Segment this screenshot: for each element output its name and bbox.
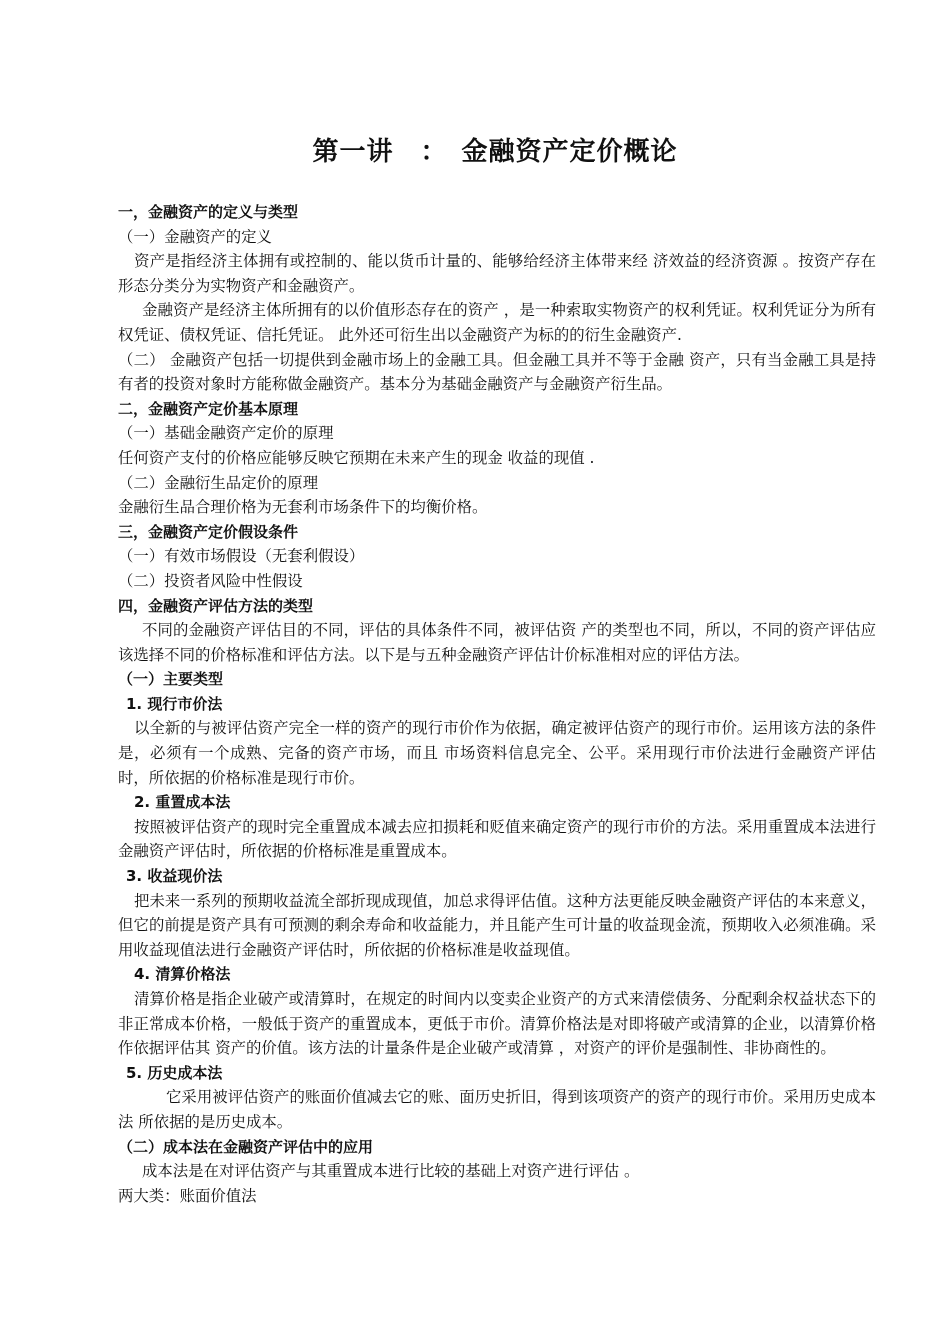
method-heading: 1. 现行市价法 [126,694,223,713]
body-paragraph: 按照被评估资产的现时完全重置成本减去应扣损耗和贬值来确定资产的现行市价的方法。采用重置成本法进行金融资产评估时，所依据的价格标准是重置成本。 [118,817,876,861]
body-paragraph: 任何资产支付的价格应能够反映它预期在未来产生的现金 收益的现值 . [118,448,595,467]
section-heading: 三，金融资产定价假设条件 [118,522,299,541]
body-paragraph: 以全新的与被评估资产完全一样的资产的现行市价作为依据，确定被评估资产的现行市价。运用该方法的条件是，必须有一个成熟、完备的资产市场，而且 市场资料信息完全、公平。采用现行市价法进行金融资产评估时，所依据的价格标准是现行市价。 [118,719,876,787]
body-paragraph: 金融衍生品合理价格为无套利市场条件下的均衡价格。 [118,498,488,517]
body-paragraph: 成本法是在对评估资产与其重置成本进行比较的基础上对资产进行评估 。 [142,1162,640,1181]
method-heading: 4. 清算价格法 [134,965,231,984]
body-paragraph: 两大类：账面价值法 [118,1186,257,1205]
section-heading: 一，金融资产的定义与类型 [118,203,299,221]
body-paragraph: （二） 金融资产包括一切提供到金融市场上的金融工具。但金融工具并不等于金融 资产，只有当金融工具是持有者的投资对象时方能称做金融资产。基本分为基础金融资产与金融资产衍生品。 [118,350,876,394]
body-paragraph: 金融资产是经济主体所拥有的以价值形态存在的资产 ，是一种索取实物资产的权利凭证。权利凭证分为所有权凭证、债权凭证、信托凭证。 此外还可衍生出以金融资产为标的的衍生金融资产. [118,301,876,344]
subsection-heading: （二）成本法在金融资产评估中的应用 [118,1137,374,1156]
body-paragraph: 清算价格是指企业破产或清算时，在规定的时间内以变卖企业资产的方式来清偿债务、分配剩余权益状态下的非正常成本价格，一般低于资产的重置成本，更低于市价。清算价格法是对即将破产或清算的企业，以清算价格作依据评估其 资产的价值。该方法的计量条件是企业破产或清算 ，对资产的评价是强制性、非协商性的。 [118,990,876,1058]
method-heading: 3. 收益现价法 [126,867,223,886]
section-heading: 四，金融资产评估方法的类型 [118,596,314,615]
document-title: 第一讲 ： 金融资产定价概论 [312,137,678,167]
body-paragraph: 它采用被评估资产的账面价值减去它的账、面历史折旧，得到该项资产的资产的现行市价。采用历史成本法 所依据的是历史成本。 [118,1088,876,1131]
body-paragraph: 资产是指经济主体拥有或控制的、能以货币计量的、能够给经济主体带来经 济效益的经济资源 。按资产存在形态分类分为实物资产和金融资产。 [118,252,876,295]
method-heading: 2. 重置成本法 [134,793,231,812]
body-paragraph: 把未来一系列的预期收益流全部折现成现值，加总求得评估值。这种方法更能反映金融资产评估的本来意义，但它的前提是资产具有可预测的剩余寿命和收益能力，并且能产生可计量的收益现金流，预期收入必须准确。采用收益现值法进行金融资产评估时，所依据的价格标准是收益现值。 [118,891,876,959]
subsection-heading: （一）有效市场假设（无套利假设） [118,547,365,566]
body-paragraph: 不同的金融资产评估目的不同，评估的具体条件不同，被评估资 产的类型也不同，所以，不同的资产评估应该选择不同的价格标准和评估方法。以下是与五种金融资产评估计价标准相对应的评估方法。 [118,621,876,664]
subsection-heading: （一）主要类型 [118,670,224,689]
document-body [118,200,876,1208]
subsection-heading: （一）基础金融资产定价的原理 [118,424,334,443]
subsection-heading: （二）投资者风险中性假设 [118,571,303,590]
subsection-heading: （一）金融资产的定义 [118,227,272,246]
subsection-heading: （二）金融衍生品定价的原理 [118,473,319,492]
method-heading: 5. 历史成本法 [126,1063,223,1082]
section-heading: 二，金融资产定价基本原理 [118,399,299,418]
